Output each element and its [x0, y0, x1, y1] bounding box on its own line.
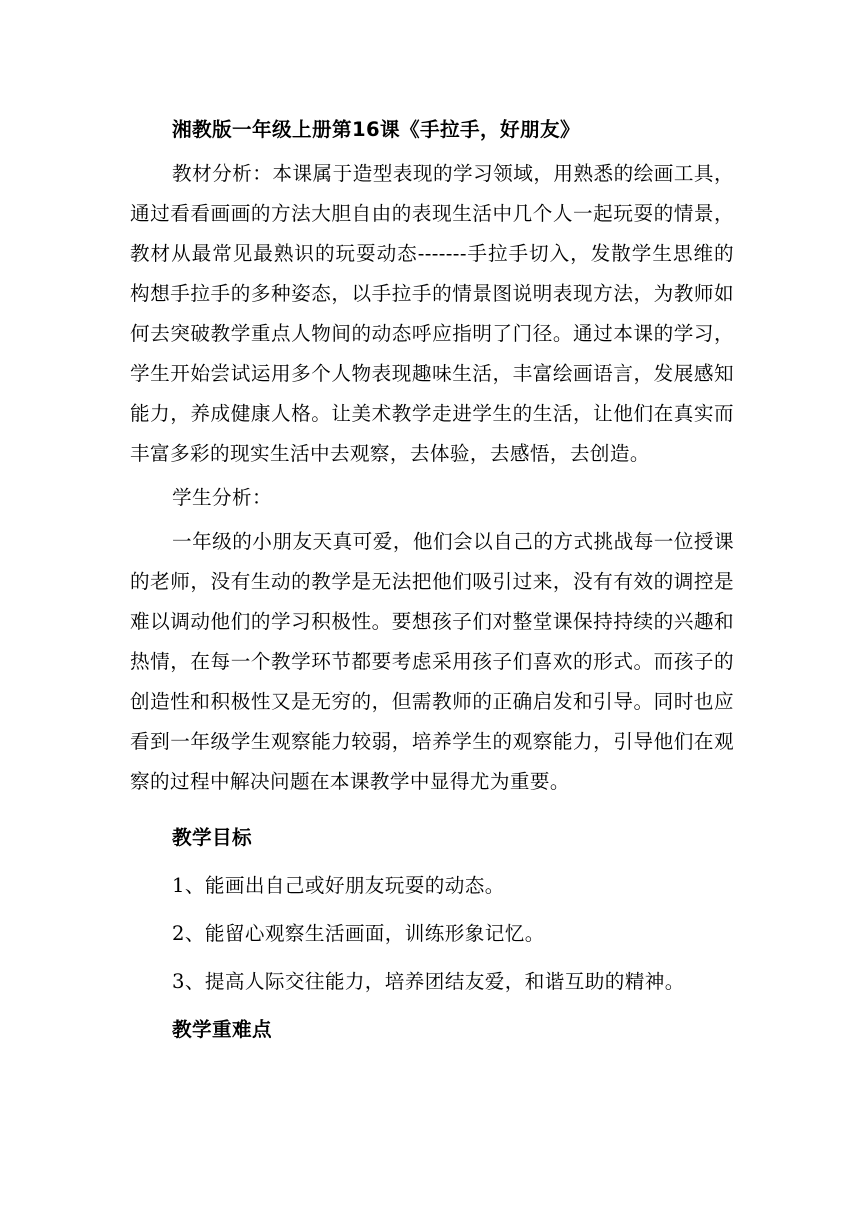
objective-item-2: 2、能留心观察生活画面，训练形象记忆。: [172, 922, 545, 945]
document-page: [130, 110, 734, 1050]
objective-item-1: 1、能画出自己或好朋友玩耍的动态。: [172, 874, 505, 897]
material-analysis-paragraph: 教材分析：本课属于造型表现的学习领域，用熟悉的绘画工具，通过看看画画的方法大胆自由的表现生活中几个人一起玩耍的情景，教材从最常见最熟识的玩耍动态-------手拉手切入，发散学生思维的构想手拉手的多种姿态，以手拉手的情景图说明表现方法，为教师如何去突破教学重点人物间的动态呼应指明了门径。通过本课的学习，学生开始尝试运用多个人物表现趣味生活，丰富绘画语言，发展感知能力，养成健康人格。让美术教学走进学生的生活，让他们在真实而丰富多彩的现实生活中去观察，去体验，去感悟，去创造。: [130, 162, 734, 465]
objectives-heading: 教学目标: [172, 826, 252, 849]
student-analysis-paragraph: 一年级的小朋友天真可爱，他们会以自己的方式挑战每一位授课的老师，没有生动的教学是无法把他们吸引过来，没有有效的调控是难以调动他们的学习积极性。要想孩子们对整堂课保持持续的兴趣和热情，在每一个教学环节都要考虑采用孩子们喜欢的形式。而孩子的创造性和积极性又是无穷的，但需教师的正确启发和引导。同时也应看到一年级学生观察能力较弱，培养学生的观察能力，引导他们在观察的过程中解决问题在本课教学中显得尤为重要。: [130, 530, 734, 793]
objective-item-3: 3、提高人际交往能力，培养团结友爱，和谐互助的精神。: [172, 970, 685, 993]
key-points-heading: 教学重难点: [172, 1018, 272, 1041]
document-title: 湘教版一年级上册第16课《手拉手，好朋友》: [172, 118, 580, 141]
student-analysis-heading: 学生分析：: [172, 486, 272, 509]
